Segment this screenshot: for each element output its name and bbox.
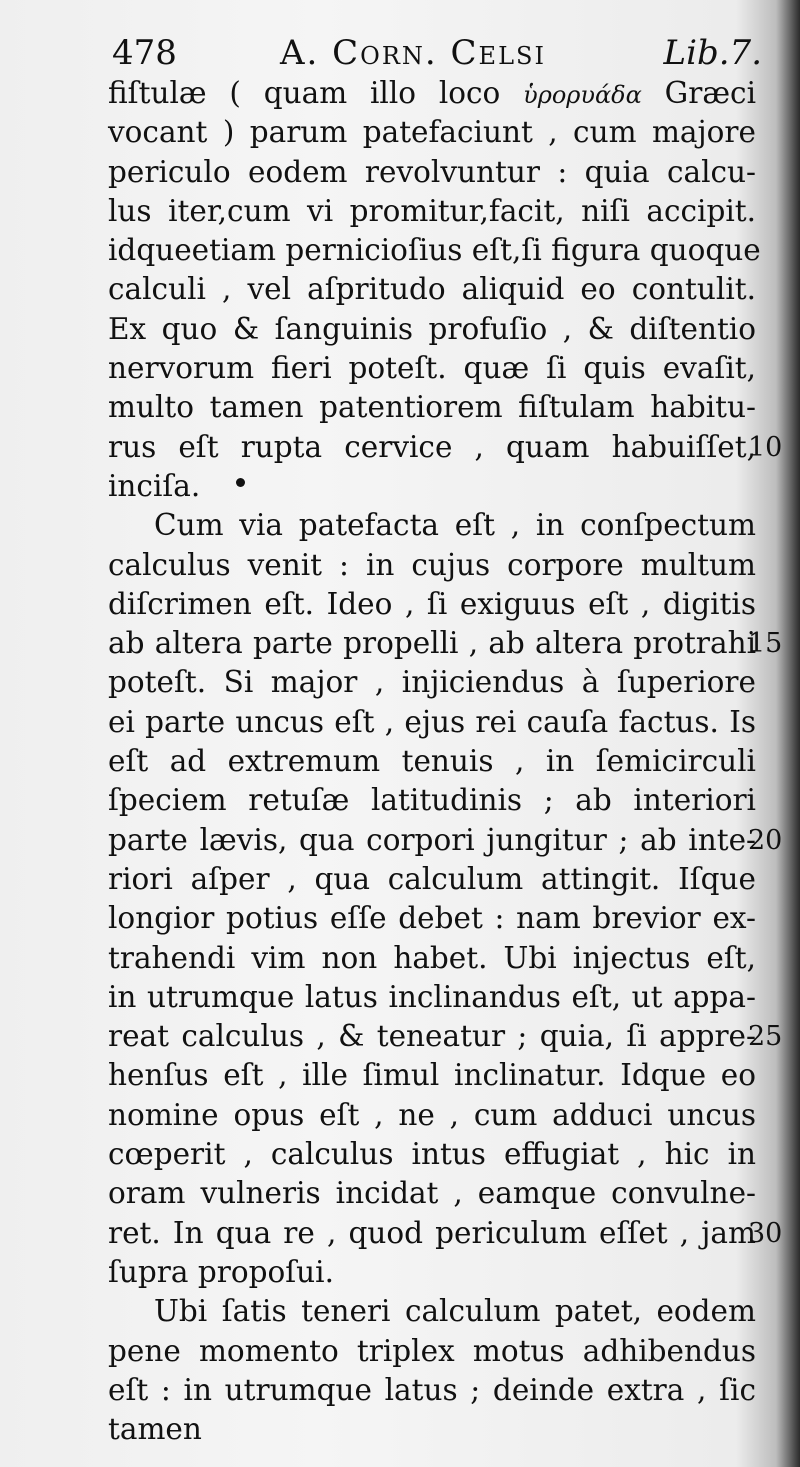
text-line: ret. In qua re , quod periculum eſſet , jam xyxy=(108,1215,756,1250)
text-line: parte lævis, qua corpori jungitur ; ab inte- xyxy=(108,822,756,857)
text-line: Ex quo & ſanguinis profuſio , & diſtentio xyxy=(108,311,756,346)
text-line: calculus venit : in cujus corpore multum xyxy=(108,547,756,582)
text-line: fiſtulæ ( quam illo loco ὑρορυάδα Græci xyxy=(108,76,756,110)
text-line: lus iter,cum vi promitur,facit, niſi accipit. xyxy=(108,193,756,228)
text-line: ſpeciem retuſæ latitudinis ; ab interiori xyxy=(108,783,756,818)
text-line: vocant ) parum patefaciunt , cum majore xyxy=(108,115,756,150)
ink-dot xyxy=(236,478,245,487)
text-line: oram vulneris incidat , eamque convulne- xyxy=(108,1176,756,1211)
text-block xyxy=(108,74,761,1449)
line-number-25: 25 xyxy=(748,1021,783,1052)
text-line: riori aſper , qua calculum attingit. Iſque xyxy=(108,861,756,896)
running-title: A. Corn. Celsi xyxy=(280,33,546,73)
line-number-10: 10 xyxy=(748,432,783,463)
text-line: pene momento triplex motus adhibendus xyxy=(108,1333,756,1368)
text-line: cœperit , calculus intus effugiat , hic in xyxy=(108,1137,756,1172)
text-line: inciſa. xyxy=(108,468,201,503)
catchword: tamen xyxy=(108,1412,202,1447)
text-line: calculi , vel aſpritudo aliquid eo contulit. xyxy=(108,272,756,307)
text-line: diſcrimen eſt. Ideo , ſi exiguus eſt , digitis xyxy=(108,586,756,621)
line-number-15: 15 xyxy=(748,628,783,659)
line-number-30: 30 xyxy=(748,1218,783,1249)
text-line: nervorum fieri poteſt. quæ ſi quis evaſit, xyxy=(108,351,756,386)
page-number: 478 xyxy=(112,33,177,73)
greek-word: ὑρορυάδα xyxy=(523,81,642,109)
text-line: nomine opus eſt , ne , cum adduci uncus xyxy=(108,1097,756,1132)
text-line: eſt : in utrumque latus ; deinde extra , ſic xyxy=(108,1372,756,1407)
text-line: multo tamen patentiorem fiſtulam habitu- xyxy=(108,390,756,425)
text-line: henſus eſt , ille ſimul inclinatur. Idque eo xyxy=(108,1058,756,1093)
text-line: reat calculus , & teneatur ; quia, ſi appre- xyxy=(108,1019,756,1054)
text-line: trahendi vim non habet. Ubi injectus eſt, xyxy=(108,940,756,975)
text-line: periculo eodem revolvuntur : quia calcu- xyxy=(108,154,756,189)
text-line: ſupra propoſui. xyxy=(108,1254,334,1289)
text-line: poteſt. Si major , injiciendus à ſuperiore xyxy=(108,665,756,700)
text-line: Cum via patefacta eſt , in conſpectum xyxy=(154,508,756,543)
text-line: ei parte uncus eſt , ejus rei cauſa factus. Is xyxy=(108,704,756,739)
text-line: in utrumque latus inclinandus eſt, ut appa- xyxy=(108,979,756,1014)
text-line: eſt ad extremum tenuis , in ſemicirculi xyxy=(108,744,756,779)
text-line: rus eſt rupta cervice , quam habuiſſet, xyxy=(108,429,756,464)
book-number: Lib.7. xyxy=(663,33,762,73)
text-line: Ubi ſatis teneri calculum patet, eodem xyxy=(154,1294,756,1329)
running-header xyxy=(112,28,762,78)
text-line: ab altera parte propelli , ab altera protrahi xyxy=(108,626,756,661)
text-line: idqueetiam pernicioſius eſt,ſi figura quoque xyxy=(108,233,761,268)
text-line: longior potius eſſe debet : nam brevior ex- xyxy=(108,901,756,936)
line-number-20: 20 xyxy=(748,825,783,856)
